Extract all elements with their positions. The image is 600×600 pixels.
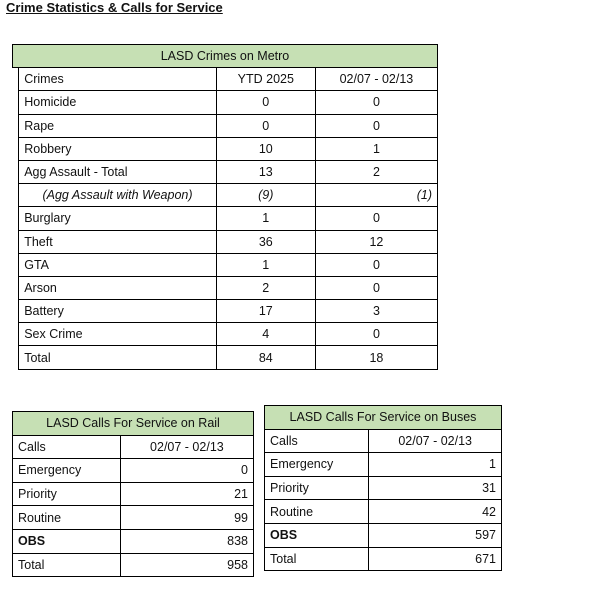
ytd-value: 1 (216, 253, 315, 276)
week-value: (1) (315, 184, 437, 207)
week-value: 0 (315, 276, 437, 299)
crime-name: Battery (19, 300, 217, 323)
call-type: Priority (13, 482, 121, 506)
call-count: 597 (369, 523, 502, 547)
crime-name: Agg Assault - Total (19, 160, 217, 183)
week-value: 0 (315, 253, 437, 276)
ytd-value: 84 (216, 346, 315, 369)
table-row (13, 184, 438, 207)
ytd-value: 4 (216, 323, 315, 346)
table-row (265, 500, 502, 524)
bus-table-caption: LASD Calls For Service on Buses (265, 406, 502, 430)
call-type: OBS (265, 523, 369, 547)
call-type: OBS (13, 529, 121, 553)
table-row (13, 230, 438, 253)
header-cell: 02/07 - 02/13 (369, 429, 502, 453)
crime-name: Robbery (19, 137, 217, 160)
crime-name: Homicide (19, 91, 217, 114)
week-value: 2 (315, 160, 437, 183)
header-cell: Calls (13, 435, 121, 459)
table-row (13, 482, 254, 506)
week-value: 1 (315, 137, 437, 160)
ytd-value: 13 (216, 160, 315, 183)
ytd-value: 1 (216, 207, 315, 230)
week-value: 0 (315, 323, 437, 346)
header-cell: 02/07 - 02/13 (120, 435, 253, 459)
table-row (13, 300, 438, 323)
crime-name: GTA (19, 253, 217, 276)
bus-calls-table (264, 405, 502, 571)
table-row (265, 453, 502, 477)
week-value: 18 (315, 346, 437, 369)
table-row (265, 476, 502, 500)
table-row (13, 160, 438, 183)
table-row-total (13, 553, 254, 577)
table-row (13, 114, 438, 137)
call-count: 0 (120, 459, 253, 483)
call-count: 838 (120, 529, 253, 553)
ytd-value: 2 (216, 276, 315, 299)
crime-name: Theft (19, 230, 217, 253)
call-type: Total (13, 553, 121, 577)
crime-name: Sex Crime (19, 323, 217, 346)
table-row-total (13, 346, 438, 369)
week-value: 0 (315, 91, 437, 114)
table-row (13, 91, 438, 114)
table-row (13, 276, 438, 299)
table-row (265, 523, 502, 547)
crime-name: (Agg Assault with Weapon) (19, 184, 217, 207)
ytd-value: 17 (216, 300, 315, 323)
ytd-value: (9) (216, 184, 315, 207)
week-value: 0 (315, 207, 437, 230)
week-value: 0 (315, 114, 437, 137)
page-title: Crime Statistics & Calls for Service (6, 0, 223, 15)
crime-name: Rape (19, 114, 217, 137)
ytd-value: 0 (216, 91, 315, 114)
call-count: 99 (120, 506, 253, 530)
call-type: Emergency (265, 453, 369, 477)
call-count: 958 (120, 553, 253, 577)
crime-name: Total (19, 346, 217, 369)
table-row (13, 253, 438, 276)
table-header-row (265, 429, 502, 453)
crimes-table (12, 44, 438, 370)
crime-name: Arson (19, 276, 217, 299)
call-type: Routine (13, 506, 121, 530)
call-count: 21 (120, 482, 253, 506)
table-row (13, 137, 438, 160)
header-cell: Crimes (19, 68, 217, 91)
table-row (13, 506, 254, 530)
rail-calls-table (12, 411, 254, 577)
crimes-table-caption: LASD Crimes on Metro (13, 45, 438, 68)
week-value: 3 (315, 300, 437, 323)
call-count: 671 (369, 547, 502, 571)
table-row (13, 323, 438, 346)
call-count: 31 (369, 476, 502, 500)
ytd-value: 0 (216, 114, 315, 137)
header-cell: Calls (265, 429, 369, 453)
ytd-value: 10 (216, 137, 315, 160)
table-header-row (13, 68, 438, 91)
table-header-row (13, 435, 254, 459)
call-count: 1 (369, 453, 502, 477)
table-row (13, 459, 254, 483)
header-cell: 02/07 - 02/13 (315, 68, 437, 91)
week-value: 12 (315, 230, 437, 253)
header-cell: YTD 2025 (216, 68, 315, 91)
table-row-total (265, 547, 502, 571)
call-type: Routine (265, 500, 369, 524)
crime-name: Burglary (19, 207, 217, 230)
call-type: Total (265, 547, 369, 571)
ytd-value: 36 (216, 230, 315, 253)
call-count: 42 (369, 500, 502, 524)
call-type: Emergency (13, 459, 121, 483)
rail-table-caption: LASD Calls For Service on Rail (13, 412, 254, 436)
call-type: Priority (265, 476, 369, 500)
table-row (13, 207, 438, 230)
table-row (13, 529, 254, 553)
